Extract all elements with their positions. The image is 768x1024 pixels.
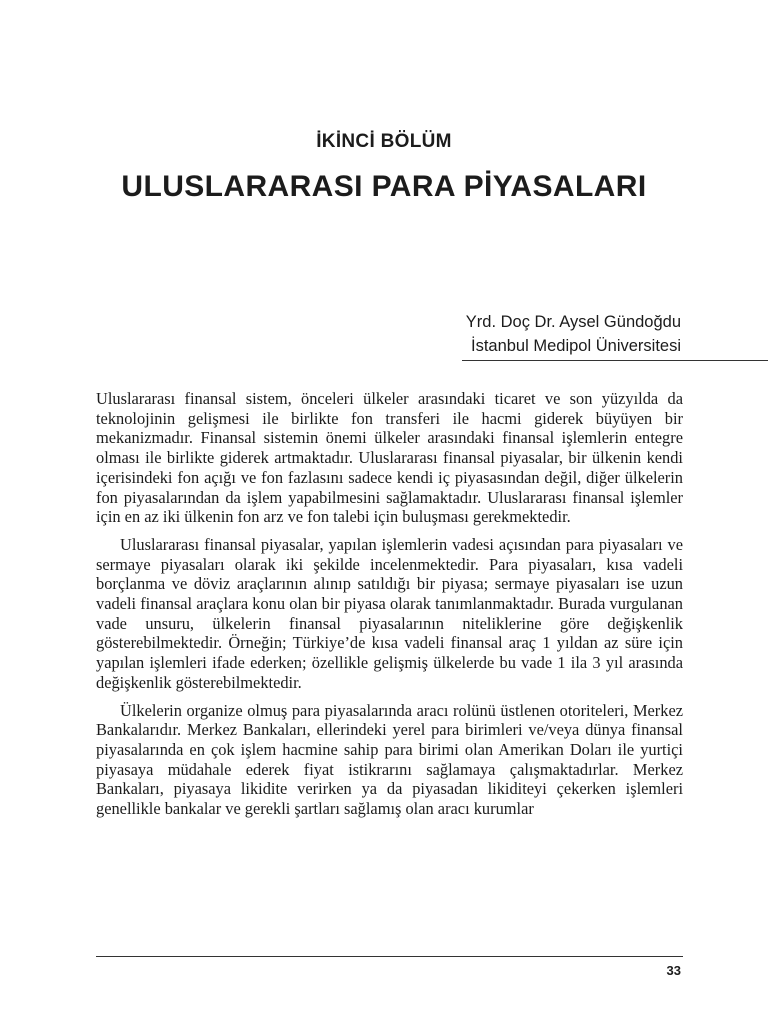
author-affiliation: İstanbul Medipol Üniversitesi — [470, 337, 681, 355]
footer-divider — [96, 956, 683, 957]
paragraph-3: Ülkelerin organize olmuş para piyasalarında aracı rolünü üstlenen otoriteleri, Merkez Bankalarıdır. Merkez Bankaları, ellerindeki yerel para birimleri ve/veya dünya finansal piyasalarında en çok işlem hacmine sahip para birimi olan Amerikan Doları ile yurtiçi piyasaya müdahale ederek fiyat istikrarını sağlamaya çalışmaktadırlar. Merkez Bankaları, piyasaya likidite verirken ya da piyasadan likiditeyi çekerken işlemleri genellikle bankalar ve gerekli şartları sağlamış olan aracı kurumlar — [96, 700, 683, 819]
chapter-title: ULUSLARARASI PARA PİYASALARI — [121, 170, 647, 203]
paragraph-2: Uluslararası finansal piyasalar, yapılan işlemlerin vadesi açısından para piyasaları ve sermaye piyasaları olarak iki şekilde incelenmektedir. Para piyasaları, kısa vadeli borçlanma ve döviz araçlarının alınıp satıldığı bir piyasa; sermaye piyasaları ise uzun vadeli finansal araçlara konu olan bir piyasa olarak tanımlanmaktadır. Burada vurgulanan vade unsuru, ülkelerin finansal piyasalarının niteliklerine göre değişkenlik gösterebilmektedir. Örneğin; Türkiye’de kısa vadeli finansal araç 1 yıldan az süre için yapılan işlemleri ifade ederken; özellikle gelişmiş ülkelerde bu vade 1 ila 3 yıl arasında değişkenlik gösterebilmektedir. — [96, 534, 683, 692]
author-name: Yrd. Doç Dr. Aysel Gündoğdu — [465, 313, 681, 331]
section-label: İKİNCİ BÖLÜM — [316, 131, 452, 152]
author-divider — [462, 360, 768, 361]
page-number: 33 — [666, 963, 681, 978]
body-text — [96, 389, 683, 827]
author-block — [466, 310, 681, 358]
paragraph-1: Uluslararası finansal sistem, önceleri ülkeler arasındaki ticaret ve son yüzyılda da teknolojinin gelişmesi ile birlikte fon transferi ile hacmi giderek büyüyen bir mekanizmadır. Finansal sistemin önemi ülkeler arasındaki finansal işlemlerin entegre olması ile birlikte giderek artmaktadır. Uluslararası finansal piyasalar, bir ülkenin kendi içerisindeki fon açığı ve fon fazlasını sadece kendi iç piyasasından değil, diğer ülkelerin fon piyasalarından da işlem yapabilmesini sağlamaktadır. Uluslararası finansal işlemler için en az iki ülkenin fon arz ve fon talebi için buluşması gerekmektedir. — [96, 389, 683, 527]
